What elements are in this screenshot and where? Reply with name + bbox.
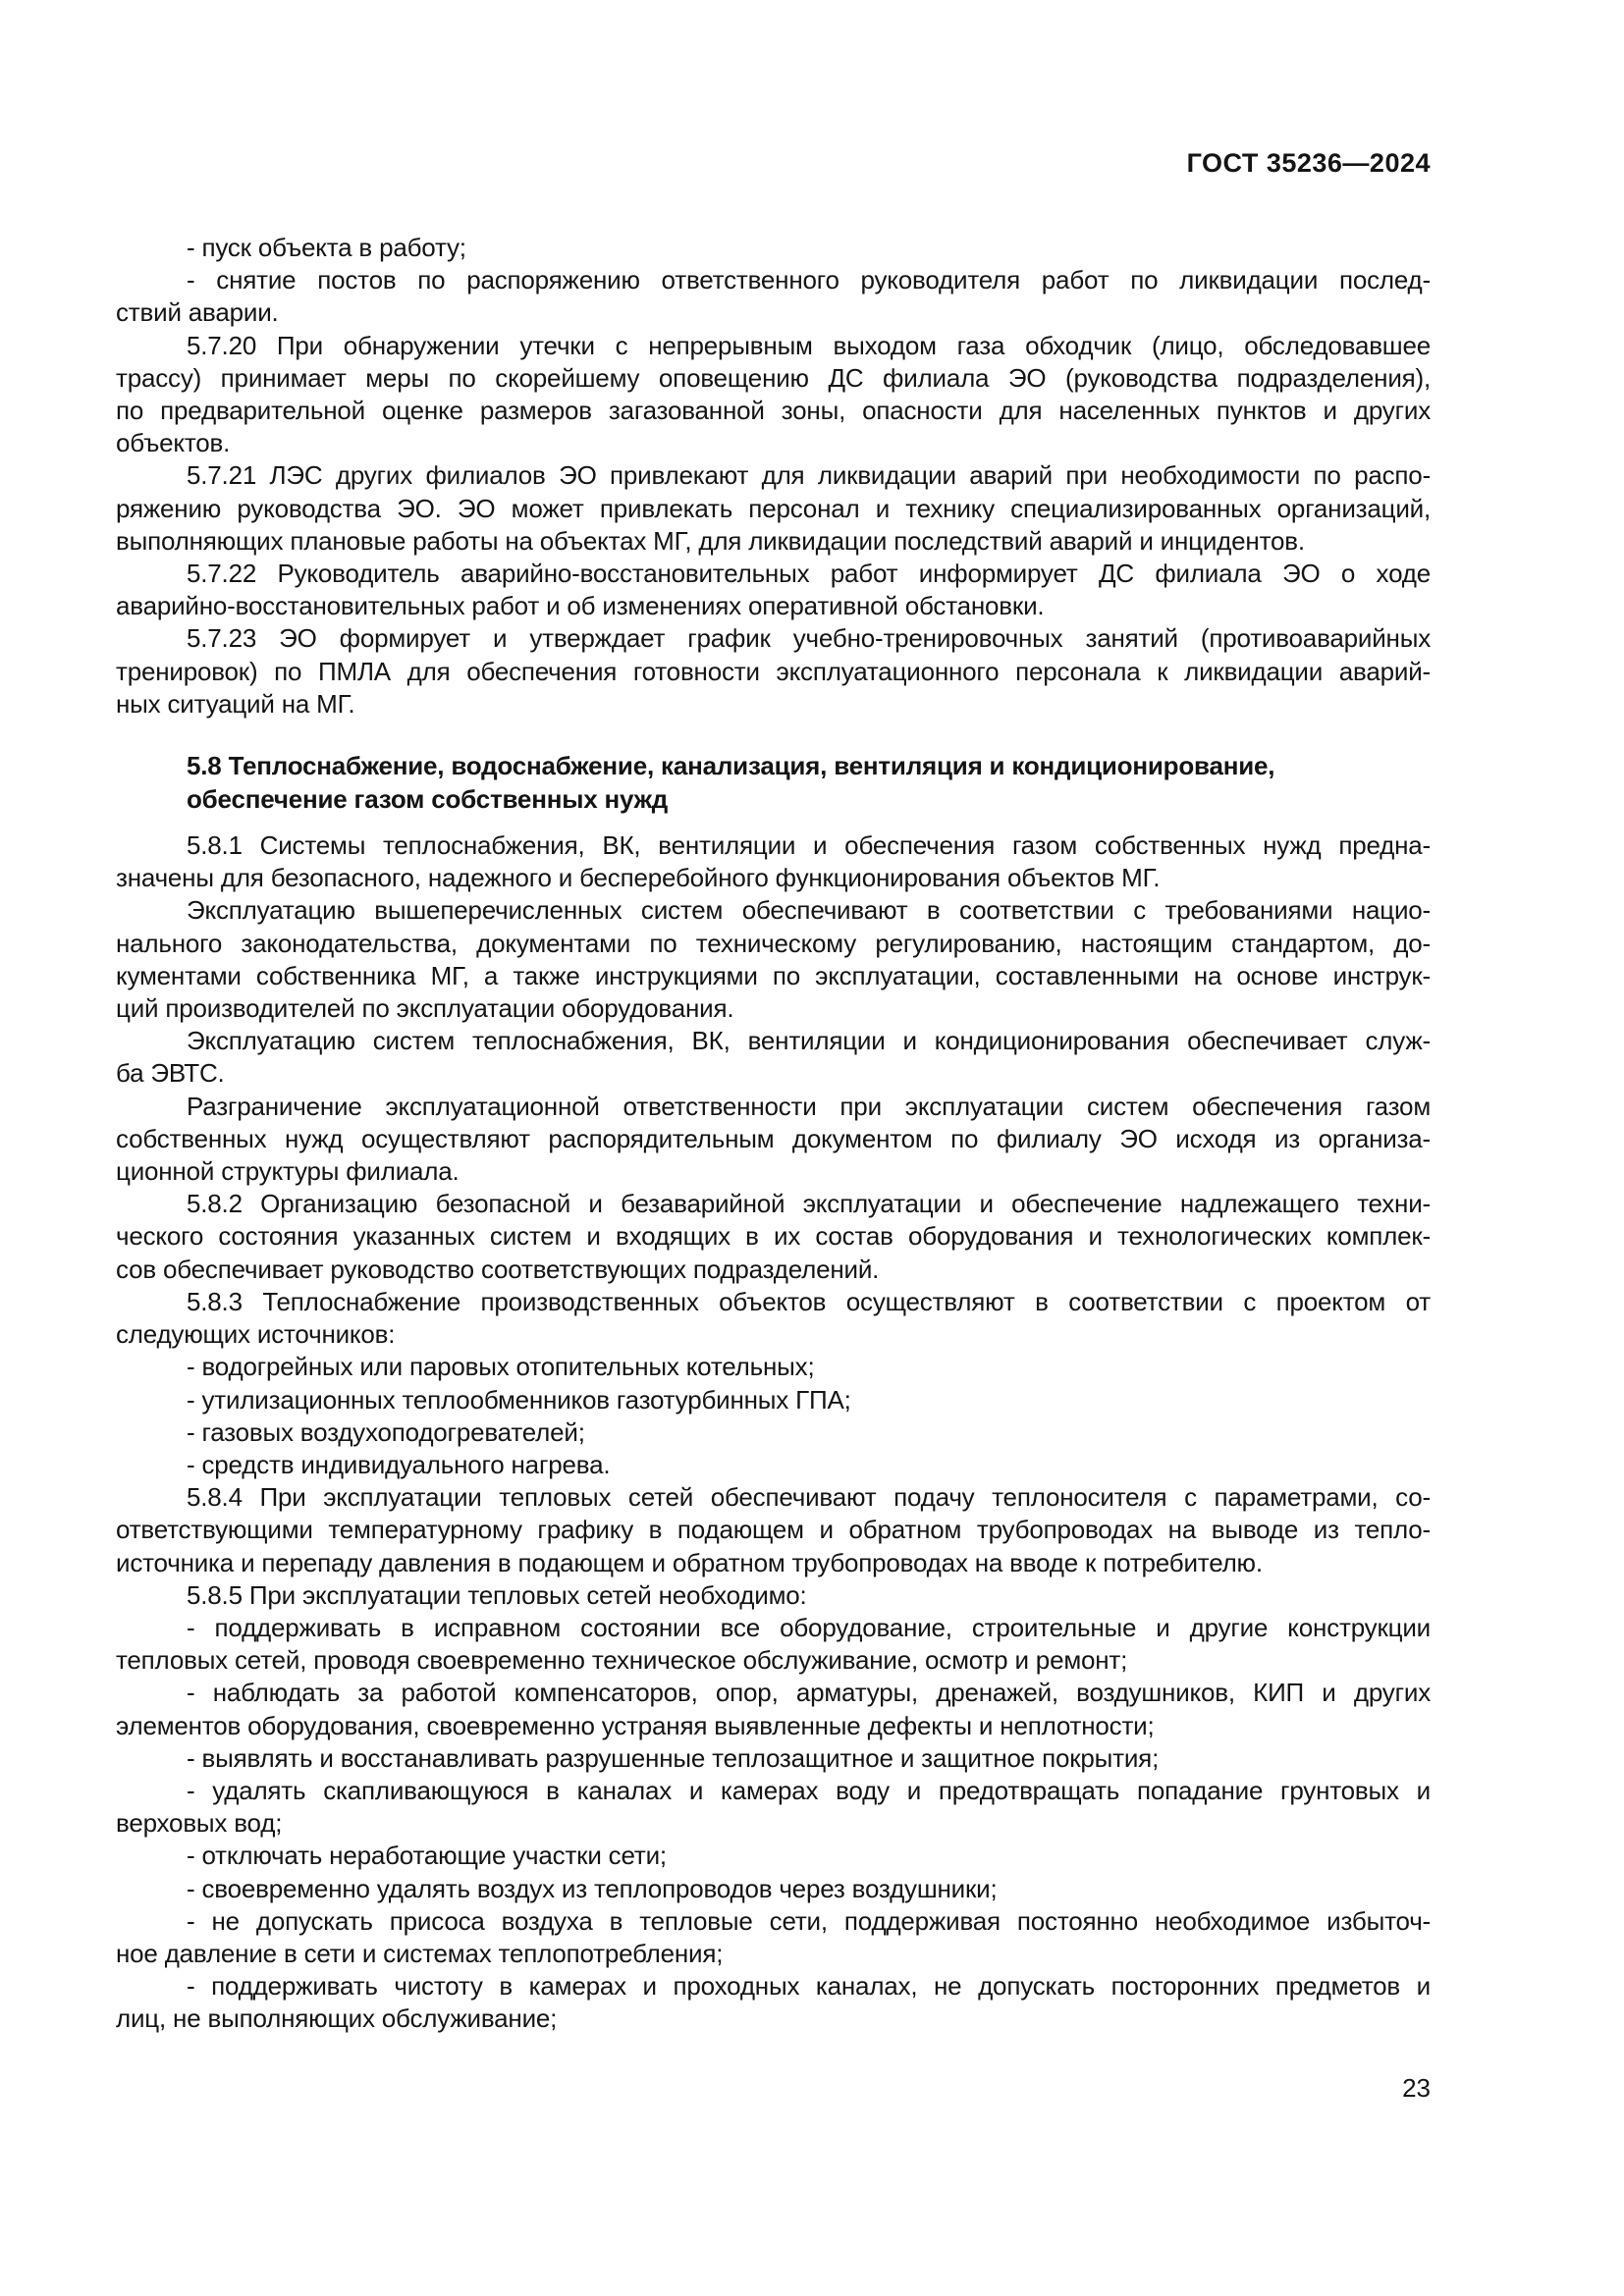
page-number: 23 (1402, 2073, 1431, 2103)
paragraph (116, 232, 1431, 264)
text-line: тренировок) по ПМЛА для обеспечения готовности эксплуатационного персонала к ликвидации аварий- (116, 656, 1431, 686)
text-line: ционной структуры филиала. (116, 1156, 460, 1187)
text-line: - выявлять и восстанавливать разрушенные теплозащитное и защитное покрытия; (187, 1742, 1160, 1773)
text-line: 5.7.21 ЛЭС других филиалов ЭО привлекают для ликвидации аварий при необходимости по распо- (187, 460, 1431, 491)
text-line: выполняющих плановые работы на объектах МГ, для ликвидации последствий аварий и инцидентов. (116, 525, 1305, 556)
text-line: - пуск объекта в работу; (187, 233, 466, 262)
paragraph (116, 1905, 1431, 1970)
text-line: лиц, не выполняющих обслуживание; (116, 2003, 558, 2034)
text-line: - отключать неработающие участки сети; (187, 1841, 667, 1871)
text-line: 5.8 Теплоснабжение, водоснабжение, канализация, вентиляция и кондиционирование, (187, 751, 1275, 781)
text-line: нального законодательства, документами по техническому регулированию, настоящим стандартом, до- (116, 928, 1431, 958)
paragraph (116, 1481, 1431, 1579)
text-line: 5.8.3 Теплоснабжение производственных объектов осуществляют в соответствии с проектом от (187, 1286, 1431, 1316)
text-line: - поддерживать в исправном состоянии все оборудование, строительные и другие конструкции (187, 1612, 1431, 1642)
paragraph (116, 1579, 1431, 1612)
paragraph (116, 1873, 1431, 1905)
text-line: ций производителей по эксплуатации оборудования. (116, 993, 734, 1024)
text-line: значены для безопасного, надежного и бесперебойного функционирования объектов МГ. (116, 863, 1161, 893)
text-line: 5.7.23 ЭО формирует и утверждает график учебно-тренировочных занятий (противоаварийных (187, 623, 1431, 654)
paragraph (116, 829, 1431, 894)
text-line: следующих источников: (116, 1319, 396, 1350)
paragraph (116, 330, 1431, 460)
paragraph (116, 894, 1431, 1025)
text-line: ба ЭВТС. (116, 1058, 225, 1089)
text-line: - наблюдать за работой компенсаторов, опор, арматуры, дренажей, воздушников, КИП и других (187, 1678, 1431, 1708)
text-line: - средств индивидуального нагрева. (187, 1449, 611, 1479)
text-line: ряжению руководства ЭО. ЭО может привлекать персонал и технику специализированных организаций, (116, 493, 1431, 523)
text-line: ответствующими температурному графику в подающем и обратном трубопроводах на выводе из тепло- (116, 1515, 1431, 1545)
text-line: - не допускать присоса воздуха в тепловые сети, поддерживая постоянно необходимое избыточ- (187, 1905, 1431, 1936)
paragraph (116, 1677, 1431, 1741)
paragraph (116, 622, 1431, 721)
text-line: кументами собственника МГ, а также инструкциями по эксплуатации, составленными на основе инструк- (116, 960, 1431, 990)
text-line: ных ситуаций на МГ. (116, 688, 355, 719)
text-line: 5.8.4 При эксплуатации тепловых сетей обеспечивают подачу теплоносителя с параметрами, со- (187, 1482, 1431, 1513)
paragraph (116, 1384, 1431, 1416)
standard-designation: ГОСТ 35236—2024 (1186, 148, 1431, 178)
text-line: 5.8.5 При эксплуатации тепловых сетей необходимо: (187, 1579, 807, 1610)
text-line: верховых вод; (116, 1808, 283, 1839)
text-line: аварийно-восстановительных работ и об изменениях оперативной обстановки. (116, 591, 1045, 621)
text-line: ческого состояния указанных систем и входящих в их состав оборудования и технологических комплек- (116, 1221, 1431, 1252)
text-line: элементов оборудования, своевременно устраняя выявленные дефекты и неплотности; (116, 1710, 1155, 1740)
text-line: по предварительной оценке размеров загазованной зоны, опасности для населенных пунктов и других (116, 396, 1431, 426)
paragraph (116, 1840, 1431, 1872)
text-line: сов обеспечивает руководство соответствующих подразделений. (116, 1254, 880, 1284)
paragraph (116, 1449, 1431, 1481)
paragraph (116, 1286, 1431, 1351)
paragraph (116, 1775, 1431, 1840)
text-line: тепловых сетей, проводя своевременно техническое обслуживание, осмотр и ремонт; (116, 1645, 1128, 1676)
text-line: Эксплуатацию систем теплоснабжения, ВК, вентиляции и кондиционирования обеспечивает служ- (187, 1026, 1431, 1056)
paragraph (116, 1351, 1431, 1383)
section-heading (116, 749, 1431, 816)
paragraph (116, 558, 1431, 622)
text-line: трассу) принимает меры по скорейшему оповещению ДС филиала ЭО (руководства подразделения), (116, 362, 1431, 393)
text-line: 5.8.1 Системы теплоснабжения, ВК, вентиляции и обеспечения газом собственных нужд предна- (187, 830, 1431, 861)
text-line: 5.8.2 Организацию безопасной и безаварийной эксплуатации и обеспечение надлежащего техни- (187, 1189, 1431, 1219)
text-line: - снятие постов по распоряжению ответственного руководителя работ по ликвидации послед- (187, 265, 1431, 295)
text-line: - своевременно удалять воздух из теплопроводов через воздушники; (187, 1873, 998, 1903)
text-line: - поддерживать чистоту в камерах и проходных каналах, не допускать посторонних предметов и (187, 1971, 1431, 2002)
text-line: обеспечение газом собственных нужд (187, 784, 669, 815)
paragraph (116, 1416, 1431, 1449)
text-line: 5.7.22 Руководитель аварийно-восстановительных работ информирует ДС филиала ЭО о ходе (187, 559, 1431, 589)
text-line: ствий аварии. (116, 297, 279, 328)
text-line: объектов. (116, 428, 231, 458)
text-line: 5.7.20 При обнаружении утечки с непрерывным выходом газа обходчик (лицо, обследовавшее (187, 330, 1431, 360)
text-line: - газовых воздухоподогревателей; (187, 1416, 585, 1447)
text-line: - утилизационных теплообменников газотурбинных ГПА; (187, 1384, 851, 1415)
paragraph (116, 1612, 1431, 1677)
paragraph (116, 1091, 1431, 1189)
text-line: источника и перепаду давления в подающем и обратном трубопроводах на вводе к потребителю. (116, 1547, 1263, 1577)
text-line: Эксплуатацию вышеперечисленных систем обеспечивают в соответствии с требованиями нацио- (187, 895, 1431, 926)
paragraph (116, 1025, 1431, 1090)
paragraph (116, 459, 1431, 558)
text-line: - удалять скапливающуюся в каналах и камерах воду и предотвращать попадание грунтовых и (187, 1775, 1431, 1805)
paragraph (116, 1970, 1431, 2035)
text-line: - водогрейных или паровых отопительных котельных; (187, 1352, 815, 1382)
paragraph (116, 264, 1431, 329)
text-line: собственных нужд осуществляют распорядительным документом по филиалу ЭО исходя из организа- (116, 1123, 1431, 1153)
paragraph (116, 1188, 1431, 1286)
text-line: ное давление в сети и системах теплопотребления; (116, 1938, 724, 1968)
paragraph (116, 1742, 1431, 1775)
document-body (116, 232, 1431, 2036)
text-line: Разграничение эксплуатационной ответственности при эксплуатации систем обеспечения газом (187, 1091, 1431, 1121)
